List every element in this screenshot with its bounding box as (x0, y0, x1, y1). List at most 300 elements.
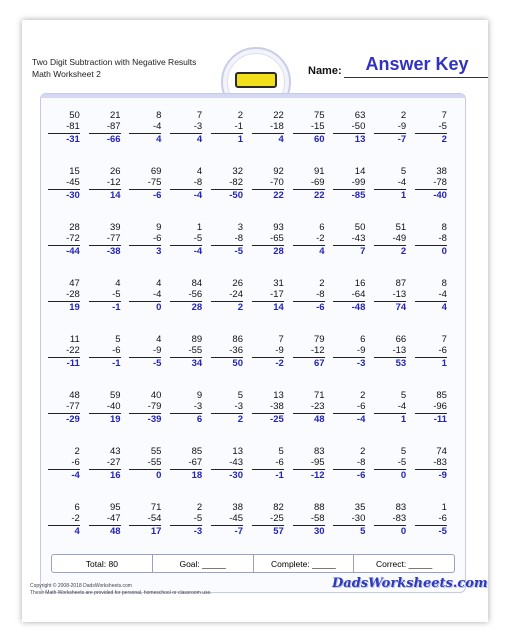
answer: 2 (237, 302, 243, 313)
answer: 28 (191, 302, 203, 313)
minuend: 6 (319, 222, 325, 233)
subtrahend: -81 (66, 121, 80, 132)
subtrahend: -78 (433, 177, 447, 188)
problem-item (294, 390, 335, 446)
answer: -5 (234, 246, 243, 257)
answer: -9 (438, 470, 447, 481)
minuend: 2 (196, 502, 203, 513)
subtrahend: -1 (234, 121, 243, 132)
minuend: 31 (273, 278, 284, 289)
answer: 0 (441, 246, 447, 257)
problem-item (416, 446, 457, 502)
subtrahend: -55 (188, 345, 203, 356)
minuend: 39 (110, 222, 121, 233)
answer: -40 (433, 190, 447, 201)
problem-item (90, 334, 131, 390)
answer: 2 (441, 134, 447, 145)
problem-grid (49, 110, 457, 558)
problem-item (416, 334, 457, 390)
subtrahend: -77 (66, 401, 80, 412)
answer: 3 (156, 246, 162, 257)
minuend: 89 (191, 334, 203, 345)
subtrahend: -75 (147, 177, 162, 188)
answer: 28 (273, 246, 284, 257)
answer: -3 (356, 358, 366, 369)
answer: 53 (395, 358, 407, 369)
minuend: 26 (232, 278, 243, 289)
answer: 4 (319, 246, 325, 257)
subtrahend: -8 (234, 233, 243, 244)
problem-item (90, 222, 131, 278)
subtrahend: -49 (392, 233, 407, 244)
problem-item (416, 166, 457, 222)
complete-field[interactable]: Complete: _____ (254, 555, 355, 572)
answer: 22 (273, 190, 284, 201)
subtrahend: -9 (275, 345, 284, 356)
problem-item (171, 390, 212, 446)
minuend: 5 (278, 446, 284, 457)
minuend: 2 (74, 446, 80, 457)
problem-item (294, 446, 335, 502)
subtrahend: -6 (112, 345, 121, 356)
answer: -6 (316, 302, 325, 313)
minuend: 47 (69, 278, 80, 289)
problem-item (253, 446, 294, 502)
minuend: 74 (436, 446, 447, 457)
subtrahend: -43 (351, 233, 366, 244)
minuend: 66 (395, 334, 407, 345)
minuend: 16 (354, 278, 366, 289)
answer: 60 (314, 134, 325, 145)
problem-item (253, 390, 294, 446)
subtrahend: -87 (106, 121, 121, 132)
minuend: 48 (69, 390, 80, 401)
minuend: 32 (232, 166, 243, 177)
minuend: 84 (191, 278, 203, 289)
answer: -1 (112, 302, 121, 313)
name-line (344, 77, 488, 78)
minuend: 13 (232, 446, 243, 457)
minuend: 86 (232, 334, 243, 345)
minuend: 7 (196, 110, 203, 121)
answer: -48 (351, 302, 366, 313)
answer: -6 (356, 470, 366, 481)
answer: 19 (69, 302, 80, 313)
problem-item (49, 222, 90, 278)
subtrahend: -83 (392, 513, 407, 524)
answer: 1 (400, 190, 407, 201)
minuend: 5 (400, 446, 407, 457)
subtrahend: -13 (392, 345, 407, 356)
answer: 19 (110, 414, 121, 425)
subtrahend: -13 (392, 289, 407, 300)
minuend: 28 (69, 222, 80, 233)
subtrahend: -55 (147, 457, 162, 468)
name-label: Name: (308, 65, 342, 77)
total-field: Total: 80 (52, 555, 153, 572)
subtrahend: -47 (106, 513, 121, 524)
problem-item (294, 222, 335, 278)
minuend: 5 (115, 334, 121, 345)
problem-item (171, 222, 212, 278)
answer: 17 (150, 526, 162, 537)
subtrahend: -4 (438, 289, 447, 300)
problem-item (335, 278, 376, 334)
minuend: 75 (314, 110, 325, 121)
answer: 1 (400, 414, 407, 425)
answer: 0 (156, 302, 162, 313)
answer: -2 (275, 358, 284, 369)
answer: -1 (112, 358, 121, 369)
minuend: 87 (395, 278, 407, 289)
problem-item (171, 334, 212, 390)
minuend: 5 (237, 390, 243, 401)
problem-item (212, 502, 253, 558)
answer: -29 (66, 414, 80, 425)
subtrahend: -5 (112, 289, 121, 300)
answer: 48 (314, 414, 325, 425)
subtrahend: -8 (356, 457, 366, 468)
answer: 18 (191, 470, 203, 481)
answer: -25 (270, 414, 284, 425)
problem-item (375, 278, 416, 334)
problem-item (335, 334, 376, 390)
problem-item (294, 334, 335, 390)
subtrahend: -18 (270, 121, 284, 132)
minuend: 6 (74, 502, 80, 513)
problem-item (335, 390, 376, 446)
problem-item (131, 110, 172, 166)
problem-item (49, 278, 90, 334)
problem-item (375, 502, 416, 558)
subtrahend: -72 (66, 233, 80, 244)
subtrahend: -79 (147, 401, 162, 412)
problem-item (212, 390, 253, 446)
problem-item (416, 222, 457, 278)
answer: 0 (400, 526, 407, 537)
answer: -11 (433, 414, 447, 425)
problem-item (294, 110, 335, 166)
problem-item (294, 278, 335, 334)
answer: 4 (278, 134, 284, 145)
answer: 0 (400, 470, 407, 481)
minuend: 50 (69, 110, 80, 121)
subtrahend: -64 (351, 289, 366, 300)
answer: 16 (110, 470, 121, 481)
subtrahend: -67 (188, 457, 203, 468)
minuend: 4 (115, 278, 121, 289)
problem-item (335, 502, 376, 558)
minuend: 50 (354, 222, 366, 233)
problem-item (212, 110, 253, 166)
problem-item (416, 278, 457, 334)
problem-item (171, 502, 212, 558)
problem-item (294, 502, 335, 558)
problem-item (90, 446, 131, 502)
subtrahend: -6 (356, 401, 366, 412)
answer: 7 (360, 246, 366, 257)
minuend: 22 (273, 110, 284, 121)
problem-item (253, 502, 294, 558)
problem-item (131, 334, 172, 390)
problem-item (375, 222, 416, 278)
minuend: 4 (196, 166, 203, 177)
problem-item (253, 166, 294, 222)
problem-item (375, 334, 416, 390)
subtrahend: -3 (193, 121, 203, 132)
problem-item (335, 222, 376, 278)
answer: 5 (360, 526, 366, 537)
problem-item (49, 502, 90, 558)
subtrahend: -23 (310, 401, 325, 412)
problem-item (335, 110, 376, 166)
minuend: 79 (314, 334, 325, 345)
subtrahend: -4 (397, 401, 407, 412)
minuend: 88 (314, 502, 325, 513)
minuend: 3 (237, 222, 243, 233)
problem-item (212, 166, 253, 222)
answer: -3 (193, 526, 203, 537)
subtrahend: -36 (229, 345, 243, 356)
answer: 14 (110, 190, 121, 201)
problem-item (171, 446, 212, 502)
subtrahend: -6 (438, 345, 447, 356)
minuend: 2 (360, 390, 366, 401)
answer: -4 (193, 246, 203, 257)
subtrahend: -38 (270, 401, 284, 412)
subtrahend: -5 (397, 457, 407, 468)
minuend: 71 (314, 390, 325, 401)
problem-item (253, 334, 294, 390)
subtrahend: -12 (106, 177, 121, 188)
subtrahend: -8 (193, 177, 203, 188)
subtrahend: -54 (147, 513, 162, 524)
answer: -6 (152, 190, 162, 201)
subtrahend: -6 (152, 233, 162, 244)
minuend: 38 (436, 166, 447, 177)
subtrahend: -27 (106, 457, 121, 468)
worksheet-page (22, 20, 488, 622)
minuend: 14 (354, 166, 366, 177)
answer: 22 (314, 190, 325, 201)
problem-item (90, 110, 131, 166)
answer: 6 (196, 414, 203, 425)
problem-item (131, 166, 172, 222)
minuend: 83 (314, 446, 325, 457)
answer: 74 (395, 302, 407, 313)
problem-item (253, 278, 294, 334)
subtrahend: -43 (229, 457, 243, 468)
subtrahend: -3 (234, 401, 243, 412)
subtrahend: -28 (66, 289, 80, 300)
answer: 30 (314, 526, 325, 537)
answer: -39 (147, 414, 162, 425)
minuend: 4 (156, 278, 162, 289)
subtrahend: -12 (310, 345, 325, 356)
answer: -44 (66, 246, 80, 257)
problem-item (131, 446, 172, 502)
worksheet-title: Two Digit Subtraction with Negative Results (32, 57, 197, 67)
subtrahend: -45 (229, 513, 243, 524)
problem-item (212, 278, 253, 334)
subtrahend: -45 (66, 177, 80, 188)
answer: -50 (229, 190, 243, 201)
minuend: 8 (156, 110, 162, 121)
problem-item (131, 390, 172, 446)
answer-key-label: Answer Key (365, 54, 469, 74)
answer: 13 (354, 134, 366, 145)
minuend: 2 (360, 446, 366, 457)
problem-item (212, 222, 253, 278)
worksheet-title-block (32, 56, 196, 80)
subtrahend: -5 (193, 513, 203, 524)
minuend: 71 (150, 502, 162, 513)
minuend: 5 (400, 166, 407, 177)
minuend: 6 (360, 334, 366, 345)
minuend: 38 (232, 502, 243, 513)
answer: -4 (71, 470, 80, 481)
subtrahend: -4 (397, 177, 407, 188)
minuend: 63 (354, 110, 366, 121)
answer: -11 (66, 358, 80, 369)
minuend: 11 (69, 334, 80, 345)
subtrahend: -25 (270, 513, 284, 524)
problem-item (131, 222, 172, 278)
answer: 2 (237, 414, 243, 425)
subtrahend: -24 (229, 289, 243, 300)
problem-item (131, 502, 172, 558)
subtrahend: -6 (275, 457, 284, 468)
answer: 4 (74, 526, 80, 537)
goal-field[interactable]: Goal: _____ (153, 555, 254, 572)
problem-item (416, 110, 457, 166)
problem-item (335, 446, 376, 502)
problem-item (90, 278, 131, 334)
answer: -66 (106, 134, 121, 145)
minuend: 91 (314, 166, 325, 177)
subtrahend: -8 (438, 233, 447, 244)
subtrahend: -9 (397, 121, 407, 132)
score-bar (51, 554, 455, 573)
minuend: 95 (110, 502, 121, 513)
minuend: 5 (400, 390, 407, 401)
problem-sheet (40, 93, 466, 593)
subtrahend: -5 (193, 233, 203, 244)
problem-item (90, 390, 131, 446)
subtrahend: -8 (316, 289, 325, 300)
subtrahend: -96 (433, 401, 447, 412)
problem-item (416, 502, 457, 558)
subtrahend: -22 (66, 345, 80, 356)
problem-item (253, 222, 294, 278)
answer: -1 (275, 470, 284, 481)
answer: -4 (193, 190, 203, 201)
minuend: 15 (69, 166, 80, 177)
subtrahend: -56 (188, 289, 203, 300)
subtrahend: -4 (152, 289, 162, 300)
problem-item (212, 334, 253, 390)
answer: 2 (400, 246, 407, 257)
problem-item (171, 110, 212, 166)
subtrahend: -77 (106, 233, 121, 244)
subtrahend: -9 (152, 345, 162, 356)
problem-item (49, 110, 90, 166)
answer: -5 (438, 526, 447, 537)
minuend: 55 (150, 446, 162, 457)
subtrahend: -95 (310, 457, 325, 468)
answer: -85 (351, 190, 366, 201)
subtrahend: -3 (193, 401, 203, 412)
subtrahend: -69 (310, 177, 325, 188)
minuend: 7 (441, 334, 447, 345)
subtrahend: -6 (438, 513, 447, 524)
subtrahend: -30 (351, 513, 366, 524)
subtrahend: -2 (316, 233, 325, 244)
answer: 0 (156, 470, 162, 481)
pencil-icon (235, 72, 277, 88)
minuend: 13 (273, 390, 284, 401)
problem-item (171, 278, 212, 334)
minuend: 69 (150, 166, 162, 177)
minuend: 51 (395, 222, 407, 233)
minuend: 40 (150, 390, 162, 401)
problem-item (49, 390, 90, 446)
answer: -38 (106, 246, 121, 257)
problem-item (375, 390, 416, 446)
minuend: 85 (436, 390, 447, 401)
answer: 4 (196, 134, 203, 145)
answer: 4 (441, 302, 447, 313)
problem-item (375, 166, 416, 222)
problem-item (49, 334, 90, 390)
minuend: 8 (441, 278, 447, 289)
answer: -5 (152, 358, 162, 369)
answer: -30 (66, 190, 80, 201)
minuend: 92 (273, 166, 284, 177)
subtrahend: -65 (270, 233, 284, 244)
brand-logo[interactable]: DadsWorksheets.com (332, 576, 488, 591)
problem-item (212, 446, 253, 502)
subtrahend: -17 (270, 289, 284, 300)
copyright-notice (30, 583, 212, 597)
minuend: 26 (110, 166, 121, 177)
problem-item (335, 166, 376, 222)
minuend: 83 (395, 502, 407, 513)
minuend: 2 (400, 110, 407, 121)
subtrahend: -99 (351, 177, 366, 188)
problem-item (375, 446, 416, 502)
copyright-line-2: These Math Worksheets are provided for personal, homeschool or classroom use. (30, 590, 212, 596)
subtrahend: -83 (433, 457, 447, 468)
worksheet-subtitle: Math Worksheet 2 (32, 69, 101, 79)
answer: 34 (191, 358, 203, 369)
minuend: 8 (441, 222, 447, 233)
problem-item (253, 110, 294, 166)
correct-field[interactable]: Correct: _____ (376, 558, 433, 569)
minuend: 1 (441, 502, 447, 513)
minuend: 1 (196, 222, 203, 233)
minuend: 2 (237, 110, 243, 121)
problem-item (416, 390, 457, 446)
answer: 1 (237, 134, 243, 145)
subtrahend: -9 (356, 345, 366, 356)
answer: -4 (356, 414, 366, 425)
subtrahend: -4 (152, 121, 162, 132)
answer: -7 (397, 134, 407, 145)
answer: 1 (441, 358, 447, 369)
minuend: 43 (110, 446, 121, 457)
minuend: 93 (273, 222, 284, 233)
